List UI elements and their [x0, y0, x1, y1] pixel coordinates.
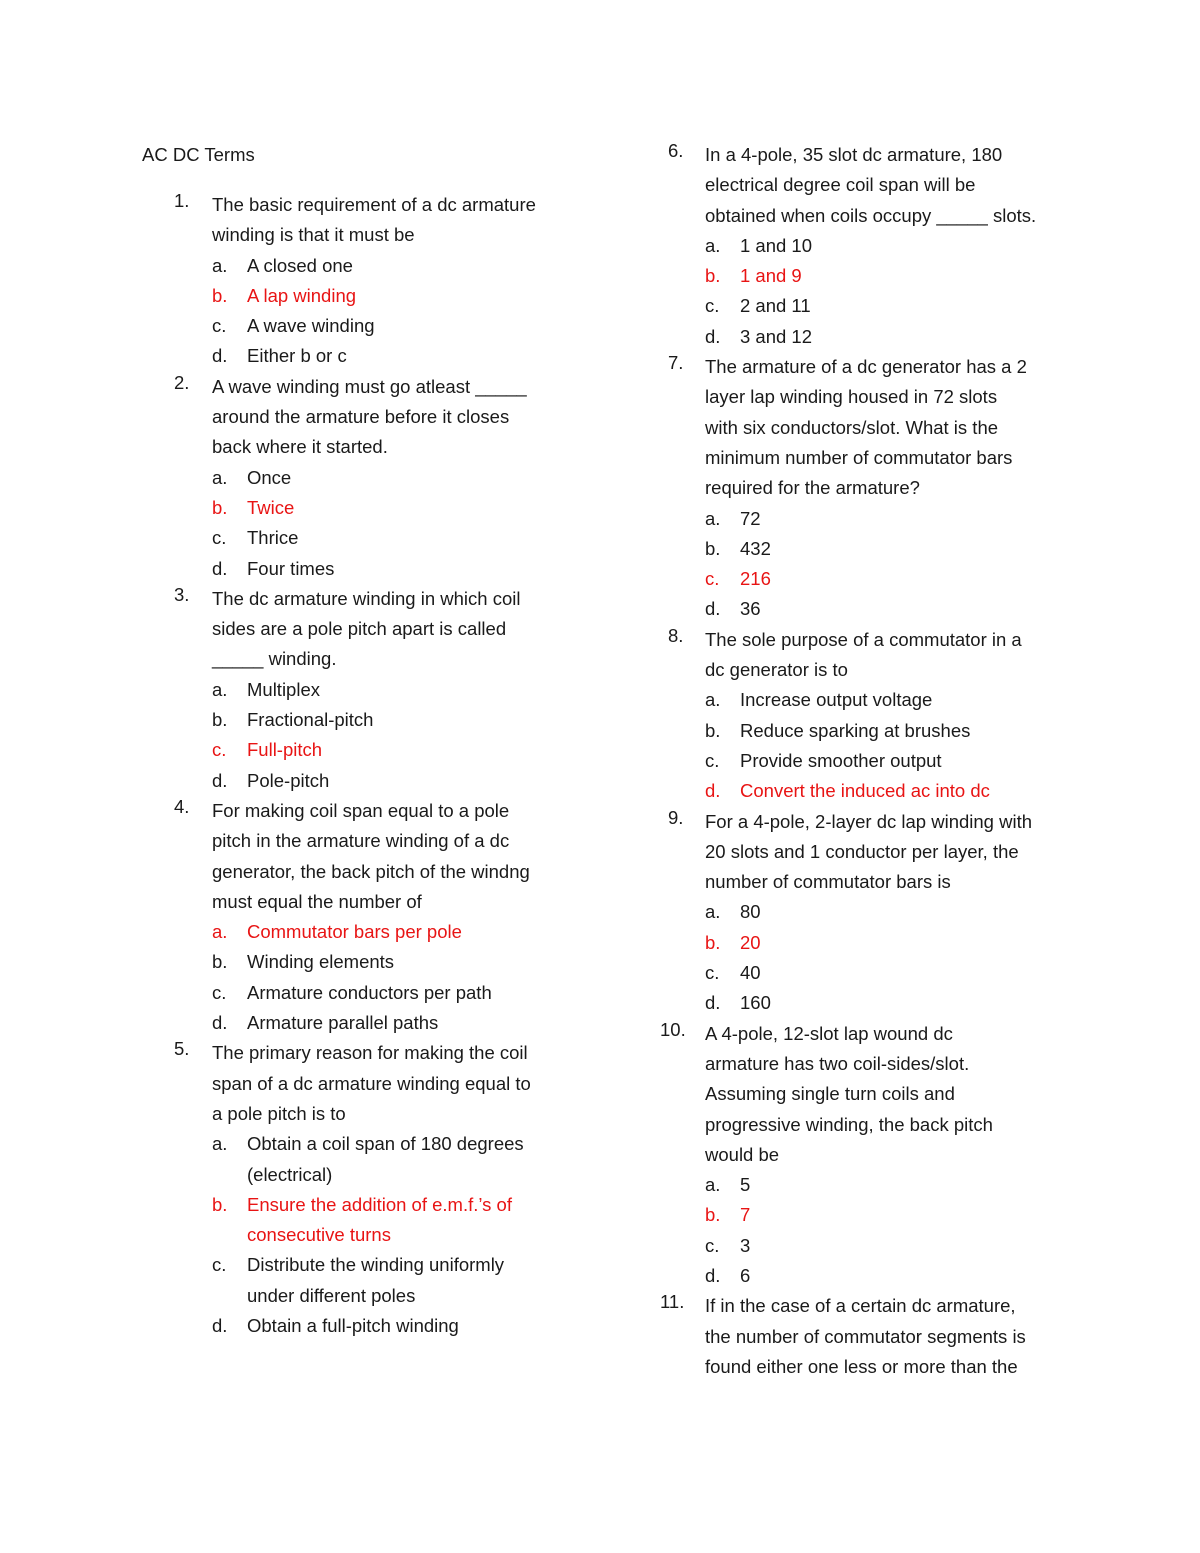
option-letter: b.: [212, 709, 228, 731]
option-letter: d.: [212, 345, 228, 367]
option-letter: c.: [705, 568, 720, 590]
option-item: [705, 594, 1088, 624]
option-list: [705, 1170, 1088, 1291]
option-list: [212, 251, 592, 372]
option-item: [212, 1008, 592, 1038]
option-letter: c.: [705, 1234, 720, 1256]
correct-option: [705, 928, 1088, 958]
option-letter: c.: [212, 315, 227, 337]
question-text-line: electrical degree coil span will be: [705, 174, 976, 196]
option-item: [212, 947, 592, 977]
left-column: [142, 140, 592, 1341]
question-text-line: In a 4-pole, 35 slot dc armature, 180: [705, 144, 1003, 165]
question-item: [142, 1038, 592, 1341]
option-letter: a.: [212, 921, 228, 943]
correct-option: [212, 281, 592, 311]
option-item: [212, 251, 592, 281]
option-letter: a.: [705, 507, 721, 529]
question-text-line: For a 4-pole, 2-layer dc lap winding with: [705, 810, 1032, 832]
correct-option: [705, 564, 1088, 594]
option-item: [212, 463, 592, 493]
option-text-line: A lap winding: [247, 284, 357, 306]
option-letter: b.: [705, 719, 721, 741]
option-text-line: Winding elements: [247, 951, 395, 973]
option-text-line: 2 and 11: [740, 295, 811, 317]
question-text-line: number of commutator bars is: [705, 871, 951, 893]
option-item: [705, 291, 1088, 321]
option-text-line: Armature conductors per path: [247, 981, 492, 1003]
option-text-line: Thrice: [247, 527, 299, 549]
option-text-line: 432: [740, 537, 771, 559]
question-text-line: The sole purpose of a commutator in a: [705, 628, 1022, 650]
option-text-line: Reduce sparking at brushes: [740, 719, 971, 741]
option-letter: d.: [705, 598, 721, 620]
correct-option: [212, 735, 592, 765]
option-list: [212, 675, 592, 796]
option-list: [705, 504, 1088, 625]
question-item: [668, 625, 1088, 807]
option-item: [705, 534, 1088, 564]
question-text-line: generator, the back pitch of the windng: [212, 860, 530, 882]
question-number: 3.: [174, 583, 190, 605]
question-text-line: sides are a pole pitch apart is called: [212, 618, 507, 640]
document-title: AC DC Terms: [142, 144, 255, 165]
option-item: [212, 1129, 592, 1190]
option-text-line: consecutive turns: [247, 1224, 391, 1246]
question-item: [142, 190, 592, 372]
option-text-line: Fractional-pitch: [247, 709, 374, 731]
option-item: [212, 1311, 592, 1341]
option-letter: c.: [212, 739, 227, 761]
question-number: 6.: [668, 140, 684, 161]
question-number: 2.: [174, 371, 190, 393]
option-item: [705, 322, 1088, 352]
option-letter: b.: [212, 1193, 228, 1215]
option-text-line: 36: [740, 598, 761, 620]
question-text-line: required for the armature?: [705, 477, 920, 499]
question-number: 9.: [668, 806, 684, 828]
question-text-line: If in the case of a certain dc armature,: [705, 1295, 1016, 1317]
option-letter: d.: [212, 1314, 228, 1336]
question-text-line: layer lap winding housed in 72 slots: [705, 386, 998, 408]
question-item: [142, 796, 592, 1038]
option-text-line: 160: [740, 992, 771, 1014]
question-text-line: The primary reason for making the coil: [212, 1042, 528, 1064]
option-letter: a.: [705, 234, 721, 256]
option-text-line: Obtain a full-pitch winding: [247, 1314, 459, 1336]
correct-option: [705, 776, 1088, 806]
question-item: [668, 807, 1088, 1019]
question-text-line: Assuming single turn coils and: [705, 1083, 955, 1105]
question-text-line: The basic requirement of a dc armature: [212, 194, 536, 215]
option-text-line: Convert the induced ac into dc: [740, 780, 990, 802]
option-letter: b.: [212, 284, 228, 306]
option-letter: d.: [212, 1012, 228, 1034]
option-text-line: 6: [740, 1264, 751, 1286]
option-item: [212, 341, 592, 371]
option-text-line: 40: [740, 962, 761, 984]
option-list: [212, 463, 592, 584]
option-letter: d.: [705, 1264, 721, 1286]
option-letter: c.: [212, 981, 227, 1003]
option-item: [212, 554, 592, 584]
option-text-line: Distribute the winding uniformly: [247, 1254, 505, 1276]
correct-option: [705, 261, 1088, 291]
option-text-line: 1 and 9: [740, 265, 802, 287]
question-number: 8.: [668, 624, 684, 646]
question-number: 11.: [660, 1291, 685, 1313]
option-letter: a.: [212, 466, 228, 488]
question-text-line: The armature of a dc generator has a 2: [705, 356, 1027, 378]
correct-option: [212, 917, 592, 947]
question-number: 4.: [174, 795, 190, 817]
question-text-line: around the armature before it closes: [212, 406, 510, 428]
option-item: [705, 746, 1088, 776]
correct-option: [705, 1200, 1088, 1230]
question-text-line: found either one less or more than the: [705, 1355, 1018, 1377]
right-column: [660, 140, 1088, 1382]
option-letter: c.: [212, 1254, 227, 1276]
option-text-line: 3: [740, 1234, 751, 1256]
question-text-line: obtained when coils occupy _____ slots.: [705, 204, 1037, 226]
question-text-line: would be: [705, 1143, 780, 1165]
option-text-line: 20: [740, 931, 761, 953]
option-text-line: Pole-pitch: [247, 769, 330, 791]
option-item: [212, 675, 592, 705]
option-text-line: 7: [740, 1204, 751, 1226]
option-item: [212, 523, 592, 553]
correct-option: [212, 1190, 592, 1251]
option-letter: a.: [212, 254, 228, 276]
option-letter: b.: [705, 1204, 721, 1226]
question-text-line: the number of commutator segments is: [705, 1325, 1026, 1347]
question-text-line: dc generator is to: [705, 659, 848, 681]
option-letter: c.: [705, 295, 720, 317]
question-text-line: winding is that it must be: [212, 224, 415, 246]
question-text-line: The dc armature winding in which coil: [212, 587, 521, 609]
question-item: [142, 584, 592, 796]
question-text-line: For making coil span equal to a pole: [212, 799, 510, 821]
option-letter: a.: [212, 678, 228, 700]
correct-option: [212, 493, 592, 523]
option-item: [705, 1170, 1088, 1200]
option-text-line: Armature parallel paths: [247, 1012, 439, 1034]
option-letter: c.: [705, 749, 720, 771]
option-list: [212, 1129, 592, 1341]
question-text-line: with six conductors/slot. What is the: [705, 416, 999, 438]
option-text-line: A wave winding: [247, 315, 375, 337]
option-letter: b.: [212, 496, 228, 518]
question-text-line: span of a dc armature winding equal to: [212, 1072, 531, 1094]
option-text-line: Either b or c: [247, 345, 347, 367]
option-item: [705, 988, 1088, 1018]
option-letter: c.: [212, 527, 227, 549]
question-text-line: armature has two coil-sides/slot.: [705, 1052, 970, 1074]
question-number: 10.: [660, 1018, 686, 1040]
question-number: 5.: [174, 1038, 190, 1060]
option-item: [705, 231, 1088, 261]
question-text-line: _____ winding.: [212, 648, 337, 670]
option-letter: d.: [212, 557, 228, 579]
option-list: [705, 685, 1088, 806]
question-text-line: back where it started.: [212, 436, 388, 458]
option-text-line: 3 and 12: [740, 325, 813, 347]
option-item: [705, 897, 1088, 927]
option-text-line: Multiplex: [247, 678, 320, 700]
option-text-line: 216: [740, 568, 771, 590]
question-item: [660, 1291, 1088, 1382]
option-text-line: 1 and 10: [740, 234, 813, 256]
option-item: [705, 716, 1088, 746]
question-item: [142, 372, 592, 584]
option-text-line: Provide smoother output: [740, 749, 942, 771]
option-letter: b.: [212, 951, 228, 973]
option-item: [212, 978, 592, 1008]
option-letter: a.: [705, 689, 721, 711]
option-letter: a.: [212, 1133, 228, 1155]
option-item: [705, 504, 1088, 534]
option-text-line: Twice: [247, 496, 295, 518]
question-item: [660, 1018, 1088, 1292]
option-list: [212, 917, 592, 1038]
option-item: [705, 958, 1088, 988]
option-text-line: Full-pitch: [247, 739, 323, 761]
question-item: [668, 352, 1088, 625]
option-item: [212, 311, 592, 341]
question-item: [668, 140, 1088, 352]
question-text-line: minimum number of commutator bars: [705, 446, 1013, 468]
option-letter: a.: [705, 901, 721, 923]
option-item: [212, 766, 592, 796]
option-item: [212, 705, 592, 735]
option-text-line: Once: [247, 466, 292, 488]
option-letter: d.: [705, 780, 721, 802]
option-letter: c.: [705, 962, 720, 984]
option-letter: b.: [705, 931, 721, 953]
option-text-line: Ensure the addition of e.m.f.’s of: [247, 1193, 512, 1215]
option-list: [705, 231, 1088, 352]
option-letter: d.: [212, 769, 228, 791]
question-text-line: a pole pitch is to: [212, 1102, 346, 1124]
option-letter: b.: [705, 537, 721, 559]
option-item: [705, 1261, 1088, 1291]
option-text-line: under different poles: [247, 1284, 416, 1306]
option-item: [212, 1250, 592, 1311]
question-number: 7.: [668, 352, 684, 374]
option-text-line: Commutator bars per pole: [247, 921, 462, 943]
question-text-line: pitch in the armature winding of a dc: [212, 830, 510, 852]
option-text-line: A closed one: [247, 254, 353, 276]
option-letter: d.: [705, 992, 721, 1014]
question-text-line: 20 slots and 1 conductor per layer, the: [705, 840, 1019, 862]
option-text-line: Obtain a coil span of 180 degrees: [247, 1133, 524, 1155]
option-letter: a.: [705, 1174, 721, 1196]
option-item: [705, 1231, 1088, 1261]
question-text-line: A 4-pole, 12-slot lap wound dc: [705, 1022, 953, 1044]
option-text-line: (electrical): [247, 1163, 333, 1185]
option-text-line: 5: [740, 1174, 751, 1196]
option-text-line: Four times: [247, 557, 335, 579]
question-text-line: progressive winding, the back pitch: [705, 1113, 993, 1135]
question-number: 1.: [174, 190, 190, 211]
option-letter: b.: [705, 265, 721, 287]
question-text-line: A wave winding must go atleast _____: [212, 375, 527, 397]
option-item: [705, 685, 1088, 715]
option-list: [705, 897, 1088, 1018]
option-letter: d.: [705, 325, 721, 347]
question-text-line: must equal the number of: [212, 890, 422, 912]
option-text-line: 72: [740, 507, 761, 529]
option-text-line: Increase output voltage: [740, 689, 933, 711]
option-text-line: 80: [740, 901, 761, 923]
